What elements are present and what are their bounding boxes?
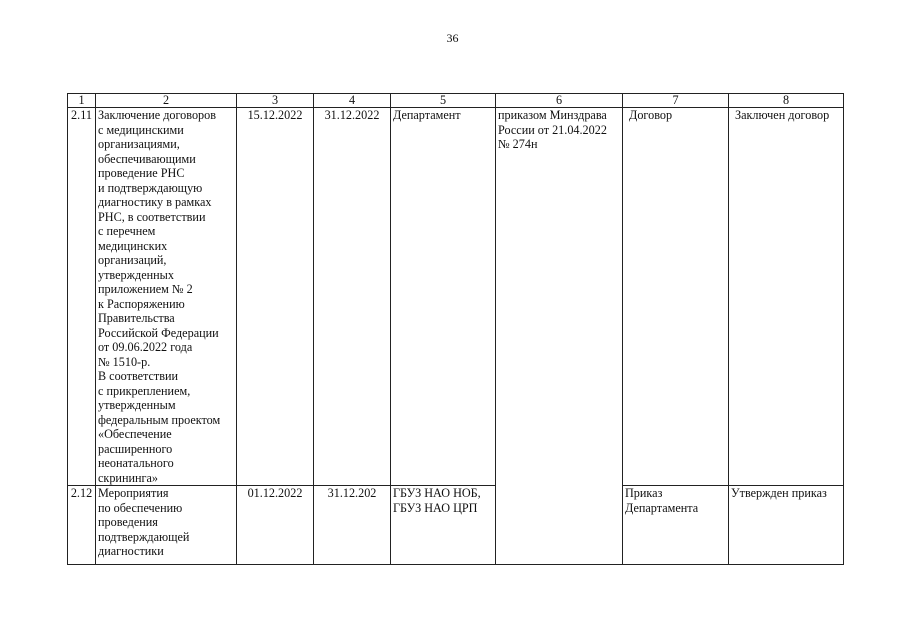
start-date-cell: 01.12.2022 (237, 486, 314, 565)
header-row (68, 94, 844, 108)
table-row (68, 108, 844, 486)
col-header-3: 3 (237, 94, 314, 108)
row-number: 2.12 (68, 486, 96, 565)
col-header-8: 8 (729, 94, 844, 108)
page-number: 36 (446, 31, 459, 45)
row-number: 2.11 (68, 108, 96, 486)
activity-cell: Заключение договоров с медицинскими организациями, обеспечивающими проведение РНС и подтверждающую диагностику в рамках РНС, в соответствии с перечнем медицинских организаций, утвержденных приложением № 2 к Распоряжению Правительства Российской Федерации от 09.06.2022 года № 1510-р. В соответствии с прикреплением, утвержденным федеральным проектом «Обеспечение расширенного неонатального скрининга» (96, 108, 237, 486)
end-date-cell: 31.12.2022 (314, 108, 391, 486)
table-row (68, 486, 844, 565)
executor-cell: Департамент (391, 108, 496, 486)
col-header-4: 4 (314, 94, 391, 108)
activity-cell: Мероприятия по обеспечению проведения подтверждающей диагностики (96, 486, 237, 565)
executor-cell: ГБУЗ НАО НОБ, ГБУЗ НАО ЦРП (391, 486, 496, 565)
document-cell: Договор (623, 108, 729, 486)
result-cell: Заключен договор (729, 108, 844, 486)
col-header-2: 2 (96, 94, 237, 108)
col-header-1: 1 (68, 94, 96, 108)
plan-table (67, 93, 844, 565)
col-header-7: 7 (623, 94, 729, 108)
end-date-cell: 31.12.202 (314, 486, 391, 565)
result-cell: Утвержден приказ (729, 486, 844, 565)
document-cell: Приказ Департамента (623, 486, 729, 565)
col-header-5: 5 (391, 94, 496, 108)
start-date-cell: 15.12.2022 (237, 108, 314, 486)
basis-cell: приказом Минздрава России от 21.04.2022 № 274н (496, 108, 623, 565)
col-header-6: 6 (496, 94, 623, 108)
